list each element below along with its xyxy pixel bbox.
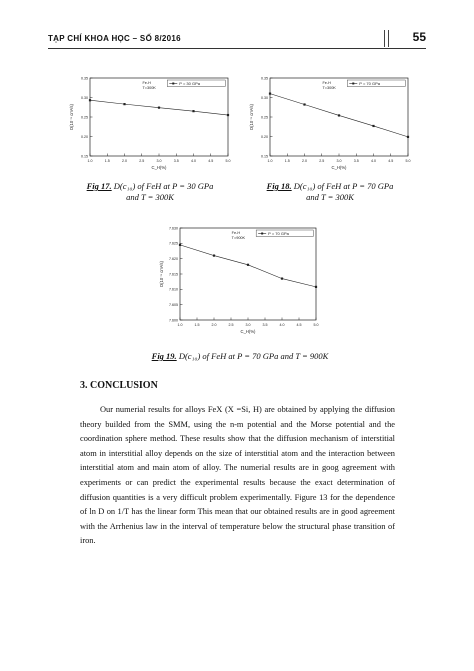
legend-label: P = 70 GPa <box>359 80 380 86</box>
x-tick-label: 4.5 <box>208 159 214 163</box>
y-tick-label: 0.35 <box>81 76 88 81</box>
caption-text: D(c₁₀) of FeH at P = 70 GPa and T = 900K <box>178 351 329 361</box>
caption-text: D(c₁₀) of FeH at P = 30 GPa <box>113 181 214 191</box>
caption-label: Fig 19. <box>151 351 177 361</box>
y-tick-label: 0.15 <box>261 154 268 159</box>
y-tick-label: 0.30 <box>261 95 268 100</box>
system-label: Fe-H <box>142 81 151 85</box>
condition-label: T=300K <box>322 86 336 90</box>
x-tick-label: 5.0 <box>225 159 231 163</box>
y-tick-label: 7.600 <box>169 318 178 323</box>
data-point <box>179 244 181 246</box>
x-tick-label: 3.0 <box>156 159 162 163</box>
x-tick-label: 2.5 <box>139 159 145 163</box>
caption-text-line2: and T = 300K <box>306 192 354 202</box>
data-point <box>303 103 305 105</box>
caption-text: D(c₁₀) of FeH at P = 70 GPa <box>293 181 394 191</box>
x-tick-label: 1.5 <box>284 159 290 163</box>
y-tick-label: 0.25 <box>261 115 268 120</box>
legend-label: P = 70 GPa <box>268 230 289 236</box>
plot-frame <box>180 228 316 320</box>
y-tick-label: 7.610 <box>169 287 178 292</box>
x-tick-label: 3.5 <box>353 159 359 163</box>
data-point <box>123 103 125 105</box>
x-tick-label: 1.5 <box>194 323 200 327</box>
condition-label: T=900K <box>231 236 246 240</box>
condition-label: T=300K <box>142 86 156 90</box>
y-tick-label: 0.25 <box>81 115 88 120</box>
x-tick-label: 4.0 <box>371 159 376 163</box>
x-tick-label: 3.5 <box>173 159 179 163</box>
caption-fig19 <box>110 351 370 362</box>
legend-marker <box>172 83 174 85</box>
data-point <box>407 136 409 138</box>
header-rule <box>48 48 426 49</box>
x-tick-label: 3.0 <box>336 159 342 163</box>
section-heading: 3. CONCLUSION <box>80 380 158 391</box>
data-point <box>269 93 271 95</box>
x-tick-label: 2.0 <box>122 159 127 163</box>
x-tick-label: 4.0 <box>191 159 196 163</box>
y-tick-label: 7.620 <box>169 256 178 261</box>
x-tick-label: 2.5 <box>319 159 325 163</box>
data-point <box>338 114 340 116</box>
data-point <box>89 99 91 101</box>
x-axis-label: C_H(%) <box>151 165 167 170</box>
data-point <box>158 107 160 109</box>
x-tick-label: 1.0 <box>87 159 93 163</box>
x-tick-label: 3.0 <box>245 323 251 327</box>
x-tick-label: 1.0 <box>177 323 183 327</box>
data-point <box>213 255 215 257</box>
journal-title: TẠP CHÍ KHOA HỌC – SỐ 8/2016 <box>48 34 181 43</box>
x-tick-label: 4.5 <box>388 159 394 163</box>
y-tick-label: 7.615 <box>169 272 178 277</box>
x-tick-label: 2.5 <box>228 323 234 327</box>
caption-fig18 <box>250 181 410 203</box>
conclusion-paragraph: Our numerial results for alloys FeX (X =Si, H) are obtained by applying the diffusion theory builded from the SMM, using the n-m potential and the Morse potential and the coordination sphere method. These results show that the diffusion mechanism of interstitial atom in interstitial alloy depends on the size of interstitial atom and the interaction between interstitial atom and main atom of alloy. The numerial results are in goog agreement with experiments or can predict the experimental results because the exact determination of diffusion quantities is a very difficult problem experimentally. Figure 13 for the dependence of ln D on 1/T has the linear form This mean that our obtained results are in good agreement with the Arrhenius law in the interval of temperature below the structural phase transition of iron. <box>80 405 395 546</box>
y-axis-label: D(10⁻⁶ cm²/s) <box>69 104 74 130</box>
y-tick-label: 0.30 <box>81 95 88 100</box>
x-tick-label: 5.0 <box>313 323 319 327</box>
journal-header <box>48 30 426 54</box>
data-point <box>372 125 374 127</box>
data-point <box>281 278 283 280</box>
x-tick-label: 3.5 <box>262 323 268 327</box>
x-tick-label: 4.5 <box>296 323 302 327</box>
y-tick-label: 7.630 <box>169 226 178 231</box>
y-tick-label: 7.605 <box>169 302 178 307</box>
x-tick-label: 5.0 <box>405 159 411 163</box>
y-tick-label: 0.35 <box>261 76 268 81</box>
y-axis-label: D(10⁻⁶ cm²/s) <box>249 104 254 130</box>
system-label: Fe-H <box>322 81 331 85</box>
chart-fig19 <box>150 222 322 334</box>
caption-fig17 <box>70 181 230 203</box>
x-axis-label: C_H(%) <box>331 165 347 170</box>
page-number: 55 <box>412 30 426 44</box>
x-tick-label: 2.0 <box>302 159 307 163</box>
caption-label: Fig 18. <box>266 181 292 191</box>
y-tick-label: 0.15 <box>81 154 88 159</box>
system-label: Fe-H <box>231 231 241 235</box>
plot-frame <box>90 78 228 156</box>
legend-marker <box>352 83 354 85</box>
data-point <box>192 110 194 112</box>
legend-marker <box>261 233 263 235</box>
y-tick-label: 7.625 <box>169 241 178 246</box>
legend-label: P = 30 GPa <box>179 80 200 86</box>
x-tick-label: 1.0 <box>267 159 273 163</box>
x-axis-label: C_H(%) <box>240 329 256 334</box>
plot-frame <box>270 78 408 156</box>
data-point <box>315 286 317 288</box>
caption-label: Fig 17. <box>86 181 112 191</box>
header-divider <box>384 30 389 47</box>
y-tick-label: 0.20 <box>261 134 268 139</box>
data-point <box>247 264 249 266</box>
chart-fig17 <box>60 72 232 176</box>
chart-fig18 <box>240 72 412 176</box>
x-tick-label: 4.0 <box>279 323 285 327</box>
y-tick-label: 0.20 <box>81 134 88 139</box>
y-axis-label: D(10⁻⁶ cm²/s) <box>159 261 164 287</box>
caption-text-line2: and T = 300K <box>126 192 174 202</box>
x-tick-label: 2.0 <box>211 323 217 327</box>
data-point <box>227 114 229 116</box>
x-tick-label: 1.5 <box>104 159 110 163</box>
